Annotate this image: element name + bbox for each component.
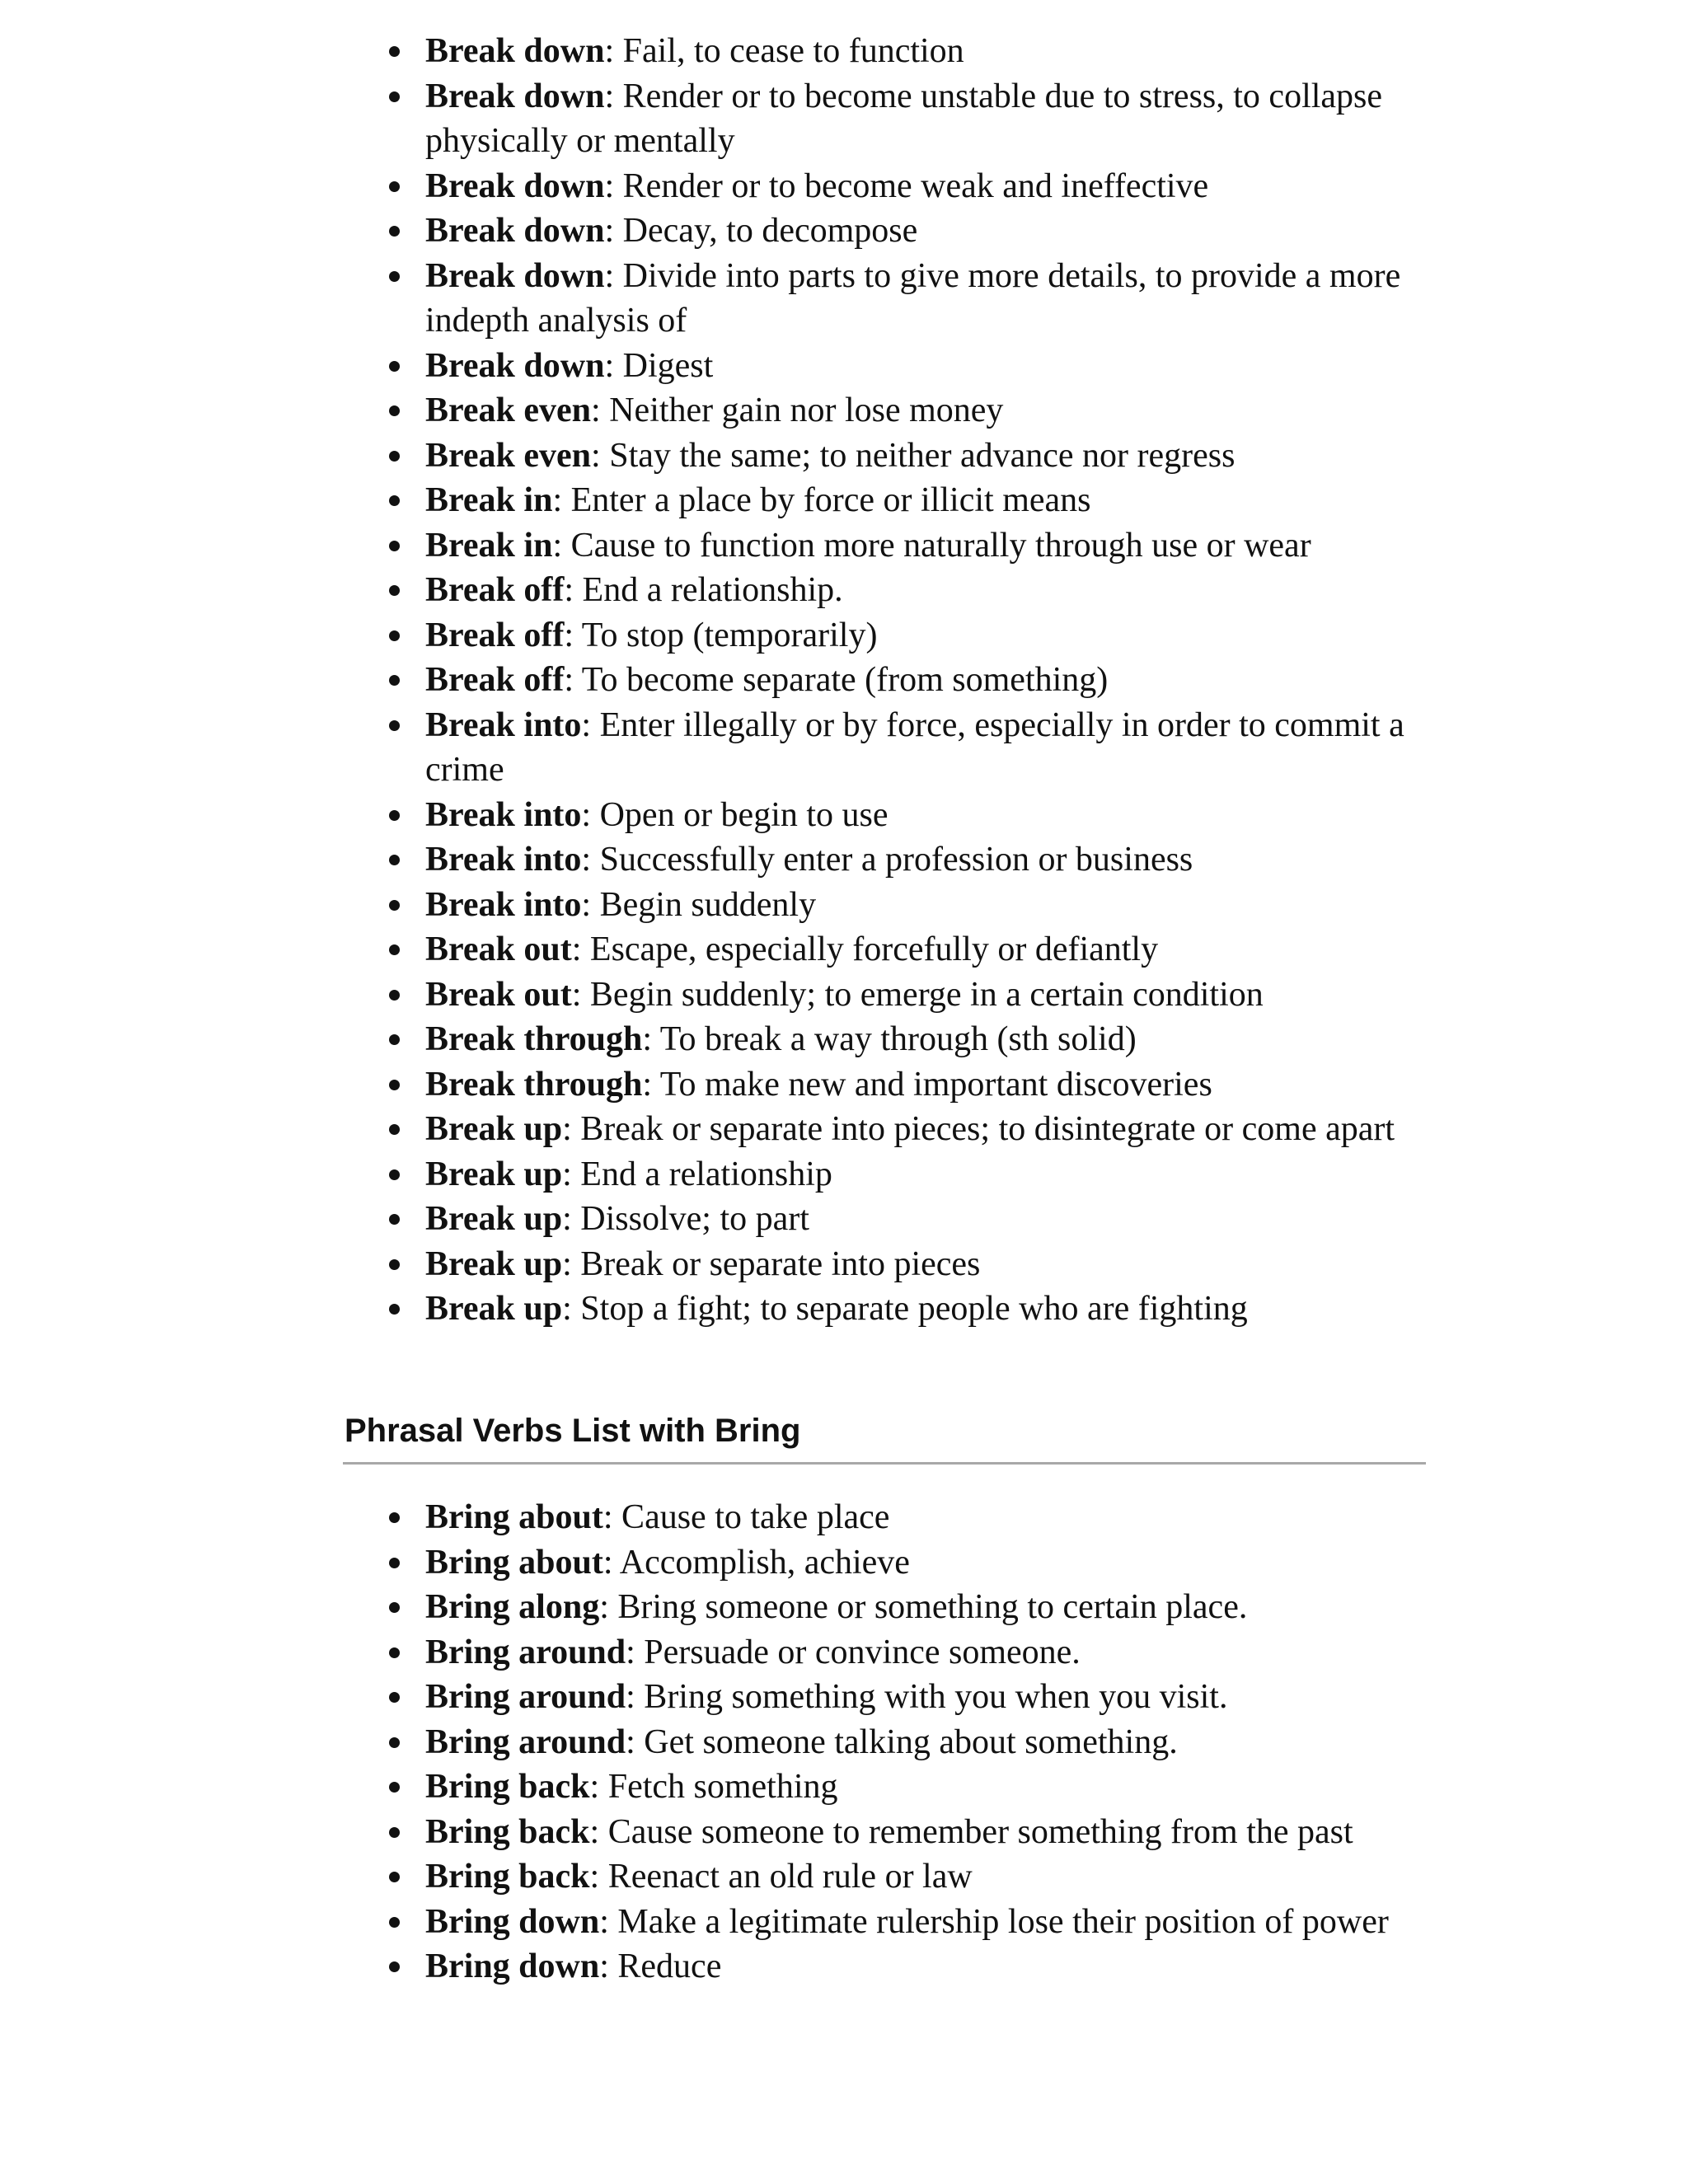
phrasal-verb-definition: : Make a legitimate rulership lose their position of power [599, 1902, 1389, 1941]
phrasal-verb-term: Bring around [425, 1633, 626, 1671]
list-item [387, 1242, 1426, 1287]
list-item [387, 74, 1426, 164]
phrasal-verb-term: Bring back [425, 1768, 590, 1806]
list-item [387, 658, 1426, 703]
phrasal-verb-definition: : Cause someone to remember something from the past [589, 1812, 1353, 1851]
list-item [387, 1854, 1426, 1900]
list-item [387, 478, 1426, 523]
phrasal-verb-definition: : Render or to become weak and ineffective [604, 166, 1209, 205]
phrasal-verb-definition: : Digest [604, 346, 714, 385]
list-item [387, 1540, 1426, 1586]
phrasal-verb-term: Break up [425, 1244, 563, 1283]
list-item [387, 388, 1426, 434]
list-item [387, 1630, 1426, 1675]
phrasal-verb-term: Break through [425, 1020, 643, 1058]
phrasal-verb-term: Break off [425, 661, 565, 699]
phrasal-verb-term: Break into [425, 885, 582, 924]
phrasal-verb-definition: : Break or separate into pieces; to disintegrate or come apart [562, 1110, 1395, 1148]
phrasal-verb-definition: : Begin suddenly; to emerge in a certain condition [571, 975, 1264, 1014]
phrasal-verb-definition: : Cause to function more naturally through use or wear [552, 526, 1311, 565]
list-item [387, 1062, 1426, 1108]
phrasal-verb-definition: : Bring someone or something to certain place. [599, 1588, 1248, 1626]
list-item [387, 434, 1426, 479]
phrasal-verb-definition: : Enter illegally or by force, especially in order to commit a crime [425, 705, 1404, 789]
break-phrasal-verbs-list [387, 29, 1426, 1332]
phrasal-verb-definition: : Stop a fight; to separate people who are fighting [562, 1290, 1248, 1328]
phrasal-verb-term: Bring around [425, 1722, 626, 1761]
section-divider [343, 1462, 1426, 1465]
phrasal-verb-term: Break up [425, 1110, 563, 1148]
phrasal-verb-definition: : Get someone talking about something. [626, 1722, 1178, 1761]
phrasal-verb-definition: : Dissolve; to part [562, 1200, 809, 1238]
phrasal-verb-term: Break in [425, 526, 553, 565]
phrasal-verb-definition: : Escape, especially forcefully or defiantly [571, 930, 1159, 968]
list-item [387, 254, 1426, 344]
phrasal-verb-definition: : Neither gain nor lose money [591, 391, 1004, 429]
phrasal-verb-term: Break into [425, 705, 582, 744]
phrasal-verb-definition: : Break or separate into pieces [562, 1244, 981, 1283]
phrasal-verb-definition: : End a relationship. [564, 571, 843, 609]
list-item [387, 1197, 1426, 1242]
phrasal-verb-definition: : Fetch something [589, 1768, 838, 1806]
phrasal-verb-definition: : Reenact an old rule or law [589, 1858, 973, 1896]
phrasal-verb-term: Bring down [425, 1947, 600, 1985]
phrasal-verb-term: Break down [425, 77, 605, 115]
phrasal-verb-definition: : Bring something with you when you visit. [626, 1678, 1228, 1716]
list-item [387, 164, 1426, 209]
phrasal-verb-definition: : Enter a place by force or illicit means [552, 481, 1091, 519]
phrasal-verb-definition: : To break a way through (sth solid) [642, 1020, 1137, 1058]
phrasal-verb-definition: : Decay, to decompose [604, 212, 918, 250]
list-item [387, 793, 1426, 838]
phrasal-verb-term: Break in [425, 481, 553, 519]
phrasal-verb-term: Break off [425, 616, 565, 654]
list-item [387, 29, 1426, 74]
list-item [387, 1585, 1426, 1630]
phrasal-verb-term: Break down [425, 166, 605, 205]
phrasal-verb-term: Bring about [425, 1498, 603, 1536]
phrasal-verb-definition: : Render or to become unstable due to stress, to collapse physically or mentally [425, 77, 1383, 160]
phrasal-verb-definition: : Open or begin to use [581, 795, 889, 834]
list-item [387, 703, 1426, 793]
phrasal-verb-term: Break out [425, 930, 572, 968]
list-item [387, 344, 1426, 389]
list-item [387, 209, 1426, 254]
list-item [387, 1765, 1426, 1810]
phrasal-verb-definition: : Persuade or convince someone. [626, 1633, 1081, 1671]
list-item [387, 1286, 1426, 1332]
phrasal-verb-term: Break up [425, 1155, 563, 1193]
phrasal-verb-definition: : End a relationship [562, 1155, 832, 1193]
phrasal-verb-term: Break into [425, 841, 582, 879]
phrasal-verb-term: Bring about [425, 1543, 603, 1582]
phrasal-verb-term: Bring along [425, 1588, 600, 1626]
list-item [387, 523, 1426, 569]
phrasal-verb-definition: : Reduce [599, 1947, 722, 1985]
list-item [387, 613, 1426, 658]
phrasal-verb-definition: : Divide into parts to give more details, to provide a more indepth analysis of [425, 256, 1401, 340]
phrasal-verb-term: Bring around [425, 1678, 626, 1716]
phrasal-verb-term: Break even [425, 391, 592, 429]
section-heading-bring: Phrasal Verbs List with Bring [345, 1413, 801, 1449]
phrasal-verb-term: Break down [425, 212, 605, 250]
phrasal-verb-term: Break through [425, 1065, 643, 1104]
list-item [387, 927, 1426, 972]
list-item [387, 568, 1426, 613]
phrasal-verb-term: Break even [425, 436, 592, 475]
phrasal-verb-term: Bring down [425, 1902, 600, 1941]
phrasal-verb-definition: : Begin suddenly [581, 885, 817, 924]
phrasal-verb-definition: : Stay the same; to neither advance nor regress [591, 436, 1236, 475]
phrasal-verb-definition: : Fail, to cease to function [604, 32, 964, 70]
phrasal-verb-term: Break down [425, 32, 605, 70]
phrasal-verb-definition: : Successfully enter a profession or business [581, 841, 1193, 879]
phrasal-verb-definition: : To stop (temporarily) [564, 616, 878, 654]
phrasal-verb-definition: : Cause to take place [603, 1498, 890, 1536]
list-item [387, 1720, 1426, 1765]
phrasal-verb-definition: : Accomplish, achieve [603, 1543, 910, 1582]
list-item [387, 972, 1426, 1018]
list-item [387, 1944, 1426, 1990]
list-item [387, 1675, 1426, 1720]
list-item [387, 1810, 1426, 1855]
phrasal-verb-term: Break up [425, 1200, 563, 1238]
list-item [387, 1107, 1426, 1152]
phrasal-verb-definition: : To become separate (from something) [564, 661, 1109, 699]
list-item [387, 883, 1426, 928]
phrasal-verb-term: Break down [425, 256, 605, 295]
bring-phrasal-verbs-list [387, 1495, 1426, 1990]
phrasal-verb-term: Break out [425, 975, 572, 1014]
list-item [387, 1495, 1426, 1540]
phrasal-verb-term: Bring back [425, 1812, 590, 1851]
list-item [387, 837, 1426, 883]
phrasal-verb-term: Break down [425, 346, 605, 385]
phrasal-verb-term: Break into [425, 795, 582, 834]
phrasal-verb-term: Bring back [425, 1858, 590, 1896]
list-item [387, 1152, 1426, 1197]
list-item [387, 1017, 1426, 1062]
phrasal-verb-definition: : To make new and important discoveries [642, 1065, 1212, 1104]
list-item [387, 1900, 1426, 1945]
phrasal-verb-term: Break up [425, 1290, 563, 1328]
phrasal-verb-term: Break off [425, 571, 565, 609]
